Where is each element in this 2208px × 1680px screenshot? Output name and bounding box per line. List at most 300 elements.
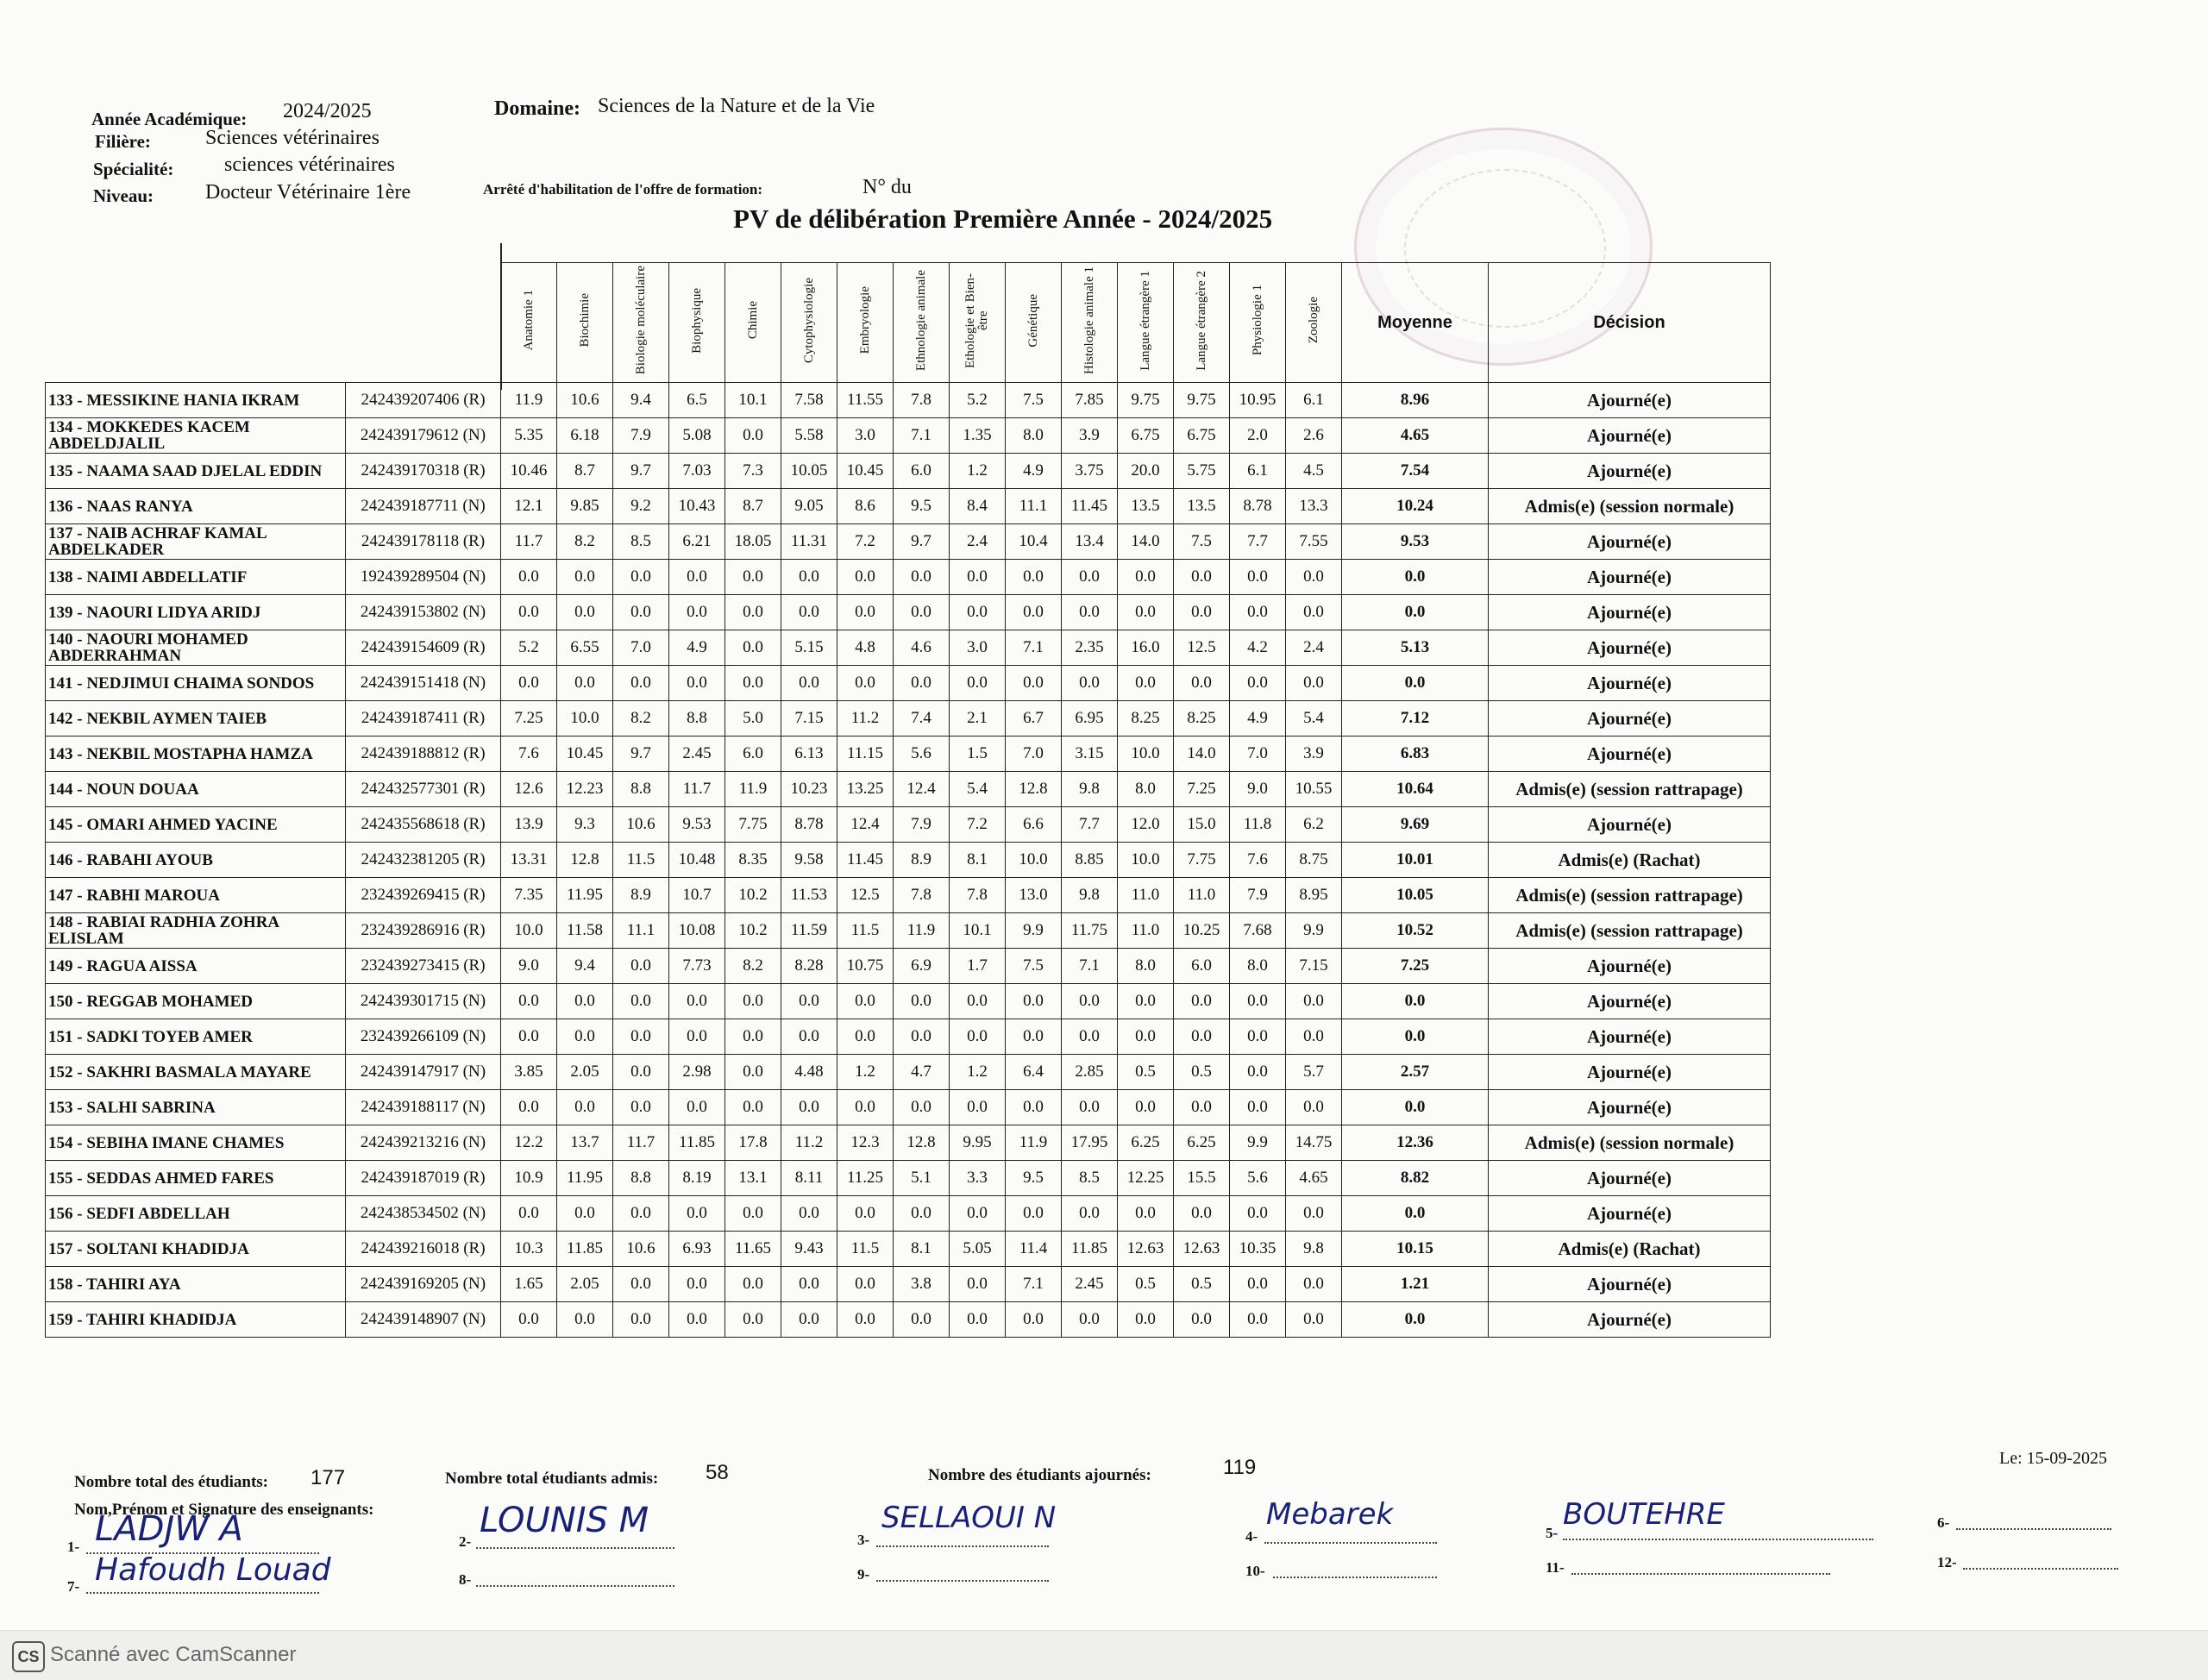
grade-cell: 4.9	[1230, 701, 1286, 737]
grade-cell: 8.75	[1286, 843, 1342, 878]
grade-cell: 11.7	[501, 524, 557, 560]
table-row	[46, 949, 1771, 984]
arrete-label: Arrêté d'habilitation de l'offre de formation:	[483, 181, 763, 197]
grade-cell: 13.5	[1174, 489, 1230, 524]
student-matricule: 242439147917 (N)	[346, 1055, 501, 1090]
grade-cell: 6.5	[669, 383, 725, 418]
grade-cell: 0.0	[1006, 984, 1062, 1019]
subject-header	[1174, 263, 1230, 383]
subject-header-label: Ethnologie animale	[913, 269, 928, 372]
grade-cell: 6.93	[669, 1232, 725, 1267]
grade-cell: 7.85	[1062, 383, 1118, 418]
grade-cell: 5.4	[1286, 701, 1342, 737]
student-name: 138 - NAIMI ABDELLATIF	[46, 560, 346, 595]
grade-cell: 9.0	[501, 949, 557, 984]
sig-slot-12: 12-	[1937, 1554, 1957, 1570]
student-matricule: 242439213216 (N)	[346, 1125, 501, 1161]
student-name: 153 - SALHI SABRINA	[46, 1090, 346, 1125]
student-matricule: 242439216018 (R)	[346, 1232, 501, 1267]
grade-cell: 8.2	[557, 524, 613, 560]
grade-cell: 0.0	[557, 1302, 613, 1338]
grade-cell: 8.9	[613, 878, 669, 913]
grade-cell: 0.0	[1286, 595, 1342, 630]
grade-cell: 0.0	[837, 1090, 894, 1125]
grade-cell: 8.9	[894, 843, 950, 878]
grade-cell: 1.7	[950, 949, 1006, 984]
grade-cell: 0.0	[613, 560, 669, 595]
grade-cell: 15.0	[1174, 807, 1230, 843]
grade-cell: 0.0	[781, 1090, 837, 1125]
sig-line-7[interactable]	[86, 1592, 319, 1594]
grade-cell: 0.0	[613, 1196, 669, 1232]
subject-header	[837, 263, 894, 383]
student-matricule: 192439289504 (N)	[346, 560, 501, 595]
grade-cell: 10.1	[950, 913, 1006, 949]
grade-cell: 1.35	[950, 418, 1006, 454]
student-name: 156 - SEDFI ABDELLAH	[46, 1196, 346, 1232]
admitted-label: Nombre total étudiants admis:	[445, 1470, 659, 1488]
table-row	[46, 630, 1771, 666]
grade-cell: 8.0	[1118, 772, 1174, 807]
grade-cell: 10.3	[501, 1232, 557, 1267]
grade-cell: 0.0	[1174, 1019, 1230, 1055]
grade-cell: 7.68	[1230, 913, 1286, 949]
grade-cell: 7.8	[950, 878, 1006, 913]
grade-cell: 7.9	[894, 807, 950, 843]
grade-cell: 9.95	[950, 1125, 1006, 1161]
grade-cell: 0.0	[1006, 595, 1062, 630]
grade-cell: 12.8	[894, 1125, 950, 1161]
subject-header-label: Physiologie 1	[1250, 285, 1264, 356]
student-name: 150 - REGGAB MOHAMED	[46, 984, 346, 1019]
grade-cell: 7.1	[1006, 630, 1062, 666]
grade-cell: 14.75	[1286, 1125, 1342, 1161]
grade-cell: 7.5	[1006, 383, 1062, 418]
grade-cell: 1.2	[837, 1055, 894, 1090]
grade-cell: 11.45	[837, 843, 894, 878]
grade-cell: 6.9	[894, 949, 950, 984]
grade-cell: 7.7	[1062, 807, 1118, 843]
grade-cell: 0.0	[1062, 984, 1118, 1019]
grade-cell: 11.7	[669, 772, 725, 807]
grade-cell: 0.0	[501, 666, 557, 701]
sig-line-4[interactable]	[1264, 1542, 1437, 1544]
sig-line-10[interactable]	[1273, 1577, 1437, 1578]
grade-cell: 15.5	[1174, 1161, 1230, 1196]
grade-cell: 11.59	[781, 913, 837, 949]
grade-cell: 5.2	[501, 630, 557, 666]
decision-cell: Admis(e) (session rattrapage)	[1489, 913, 1771, 949]
student-name: 152 - SAKHRI BASMALA MAYARE	[46, 1055, 346, 1090]
subject-header-label: Ethologie et Bien-être	[963, 273, 990, 368]
grade-cell: 4.8	[837, 630, 894, 666]
table-row	[46, 666, 1771, 701]
grade-cell: 0.0	[894, 1302, 950, 1338]
average-cell: 9.69	[1342, 807, 1489, 843]
grade-cell: 7.75	[725, 807, 781, 843]
grade-cell: 0.0	[1118, 666, 1174, 701]
grade-cell: 0.0	[1286, 666, 1342, 701]
sig-line-12[interactable]	[1963, 1568, 2118, 1570]
table-row	[46, 772, 1771, 807]
grade-cell: 10.35	[1230, 1232, 1286, 1267]
grade-cell: 10.95	[1230, 383, 1286, 418]
grade-cell: 12.4	[837, 807, 894, 843]
grade-cell: 7.3	[725, 454, 781, 489]
decision-cell: Admis(e) (session rattrapage)	[1489, 772, 1771, 807]
sig-slot-3: 3-	[857, 1532, 870, 1548]
student-matricule: 242432381205 (R)	[346, 843, 501, 878]
grade-cell: 10.4	[1006, 524, 1062, 560]
decision-cell: Ajourné(e)	[1489, 454, 1771, 489]
grade-cell: 11.5	[837, 913, 894, 949]
grade-cell: 13.7	[557, 1125, 613, 1161]
grade-cell: 10.0	[1118, 843, 1174, 878]
subject-header	[1062, 263, 1118, 383]
grade-cell: 4.7	[894, 1055, 950, 1090]
grade-cell: 10.0	[1006, 843, 1062, 878]
grade-cell: 0.0	[1006, 1019, 1062, 1055]
table-row	[46, 843, 1771, 878]
student-name: 139 - NAOURI LIDYA ARIDJ	[46, 595, 346, 630]
grade-cell: 11.95	[557, 878, 613, 913]
total-students-label: Nombre total des étudiants:	[74, 1473, 269, 1491]
decision-cell: Ajourné(e)	[1489, 595, 1771, 630]
table-row	[46, 1232, 1771, 1267]
subject-header	[894, 263, 950, 383]
grade-cell: 3.0	[950, 630, 1006, 666]
specialite-value: sciences vétérinaires	[224, 154, 395, 176]
grade-cell: 0.0	[950, 1302, 1006, 1338]
signature-3: SELLAOUI N	[881, 1501, 1057, 1535]
student-name: 142 - NEKBIL AYMEN TAIEB	[46, 701, 346, 737]
grade-cell: 2.4	[1286, 630, 1342, 666]
grade-cell: 8.5	[613, 524, 669, 560]
grade-cell: 10.05	[781, 454, 837, 489]
grade-cell: 0.0	[613, 1302, 669, 1338]
student-name: 140 - NAOURI MOHAMED ABDERRAHMAN	[46, 630, 346, 666]
grade-cell: 0.0	[1118, 1196, 1174, 1232]
grade-cell: 0.0	[1230, 595, 1286, 630]
grade-cell: 0.0	[501, 984, 557, 1019]
student-matricule: 242439170318 (R)	[346, 454, 501, 489]
grade-cell: 1.2	[950, 1055, 1006, 1090]
average-cell: 4.65	[1342, 418, 1489, 454]
grade-cell: 0.0	[557, 1090, 613, 1125]
student-name: 154 - SEBIHA IMANE CHAMES	[46, 1125, 346, 1161]
grade-cell: 0.0	[1118, 984, 1174, 1019]
table-row	[46, 1019, 1771, 1055]
grade-cell: 0.0	[950, 595, 1006, 630]
grade-cell: 0.0	[613, 595, 669, 630]
student-matricule: 242439151418 (N)	[346, 666, 501, 701]
table-row	[46, 737, 1771, 772]
grade-cell: 0.0	[950, 1196, 1006, 1232]
grade-cell: 9.05	[781, 489, 837, 524]
grade-cell: 11.4	[1006, 1232, 1062, 1267]
grade-cell: 7.9	[1230, 878, 1286, 913]
grade-cell: 11.25	[837, 1161, 894, 1196]
grade-cell: 0.0	[501, 1019, 557, 1055]
grade-cell: 0.0	[1174, 595, 1230, 630]
signature-1: LADJW A	[95, 1509, 243, 1549]
sig-slot-1: 1-	[67, 1539, 80, 1555]
grade-cell: 0.0	[725, 1302, 781, 1338]
student-matricule: 242439179612 (N)	[346, 418, 501, 454]
subject-header	[1006, 263, 1062, 383]
decision-cell: Admis(e) (session normale)	[1489, 1125, 1771, 1161]
student-matricule: 242439178118 (R)	[346, 524, 501, 560]
subject-header	[669, 263, 725, 383]
grade-cell: 10.25	[1174, 913, 1230, 949]
grade-cell: 16.0	[1118, 630, 1174, 666]
grade-cell: 0.0	[1286, 1302, 1342, 1338]
table-row	[46, 807, 1771, 843]
grade-cell: 9.4	[557, 949, 613, 984]
grade-cell: 12.2	[501, 1125, 557, 1161]
grade-cell: 0.0	[1286, 1267, 1342, 1302]
grade-cell: 0.0	[613, 1267, 669, 1302]
grade-cell: 4.65	[1286, 1161, 1342, 1196]
grade-cell: 6.13	[781, 737, 837, 772]
sig-line-8[interactable]	[476, 1585, 674, 1587]
subject-header-label: Biochimie	[577, 293, 592, 348]
grade-cell: 0.0	[1062, 595, 1118, 630]
grade-cell: 0.0	[837, 560, 894, 595]
arrete-value: N° du	[862, 176, 912, 198]
decision-cell: Ajourné(e)	[1489, 560, 1771, 595]
grade-cell: 10.45	[557, 737, 613, 772]
grade-cell: 12.3	[837, 1125, 894, 1161]
grade-cell: 3.9	[1062, 418, 1118, 454]
grade-cell: 0.0	[1006, 1090, 1062, 1125]
grade-cell: 9.9	[1230, 1125, 1286, 1161]
subject-header-label: Biologie moléculaire	[633, 266, 648, 375]
grade-cell: 0.0	[837, 1019, 894, 1055]
grade-cell: 13.0	[1006, 878, 1062, 913]
grade-cell: 5.6	[1230, 1161, 1286, 1196]
grade-cell: 5.0	[725, 701, 781, 737]
grade-cell: 0.0	[1286, 560, 1342, 595]
grade-cell: 0.0	[557, 666, 613, 701]
grade-cell: 5.75	[1174, 454, 1230, 489]
grade-cell: 0.0	[781, 666, 837, 701]
grade-cell: 2.4	[950, 524, 1006, 560]
grade-cell: 5.4	[950, 772, 1006, 807]
student-name: 151 - SADKI TOYEB AMER	[46, 1019, 346, 1055]
student-name: 135 - NAAMA SAAD DJELAL EDDIN	[46, 454, 346, 489]
grade-cell: 2.05	[557, 1267, 613, 1302]
decision-cell: Ajourné(e)	[1489, 383, 1771, 418]
grade-cell: 0.5	[1174, 1055, 1230, 1090]
table-row	[46, 1090, 1771, 1125]
grade-cell: 8.6	[837, 489, 894, 524]
average-cell: 0.0	[1342, 560, 1489, 595]
subject-header-label: Génétique	[1026, 293, 1040, 348]
grade-cell: 0.0	[781, 1196, 837, 1232]
grade-cell: 0.0	[781, 1302, 837, 1338]
grade-cell: 0.0	[725, 1055, 781, 1090]
grade-cell: 11.2	[781, 1125, 837, 1161]
grade-cell: 8.7	[557, 454, 613, 489]
grade-cell: 2.05	[557, 1055, 613, 1090]
sig-slot-2: 2-	[459, 1533, 472, 1550]
sig-line-3[interactable]	[876, 1545, 1049, 1547]
table-row	[46, 560, 1771, 595]
grade-cell: 0.0	[1174, 1196, 1230, 1232]
grade-cell: 0.0	[894, 1019, 950, 1055]
grade-cell: 0.0	[669, 1267, 725, 1302]
subject-header-label: Chimie	[745, 301, 760, 340]
grade-cell: 11.9	[1006, 1125, 1062, 1161]
sig-slot-6: 6-	[1937, 1514, 1950, 1531]
average-cell: 0.0	[1342, 595, 1489, 630]
subject-header-label: Langue étrangère 1	[1138, 270, 1152, 371]
sig-line-2[interactable]	[476, 1547, 674, 1549]
grade-cell: 11.2	[837, 701, 894, 737]
grade-cell: 11.1	[1006, 489, 1062, 524]
grade-cell: 0.0	[1006, 1302, 1062, 1338]
grade-cell: 4.48	[781, 1055, 837, 1090]
student-matricule: 242439169205 (N)	[346, 1267, 501, 1302]
grade-cell: 11.15	[837, 737, 894, 772]
grade-cell: 7.25	[1174, 772, 1230, 807]
grade-cell: 11.7	[613, 1125, 669, 1161]
grade-cell: 7.1	[1062, 949, 1118, 984]
average-cell: 8.96	[1342, 383, 1489, 418]
grade-cell: 0.0	[781, 595, 837, 630]
grade-cell: 9.75	[1118, 383, 1174, 418]
domaine-value: Sciences de la Nature et de la Vie	[598, 95, 875, 117]
grade-cell: 6.6	[1006, 807, 1062, 843]
grade-cell: 0.0	[837, 984, 894, 1019]
decision-cell: Ajourné(e)	[1489, 524, 1771, 560]
student-name: 136 - NAAS RANYA	[46, 489, 346, 524]
grade-cell: 4.9	[669, 630, 725, 666]
grade-cell: 0.0	[1062, 1302, 1118, 1338]
grade-cell: 9.3	[557, 807, 613, 843]
grade-cell: 11.95	[557, 1161, 613, 1196]
student-matricule: 242439187019 (R)	[346, 1161, 501, 1196]
sig-line-11[interactable]	[1571, 1573, 1830, 1575]
niveau-label: Niveau:	[93, 185, 154, 206]
average-cell: 5.13	[1342, 630, 1489, 666]
grade-cell: 0.0	[725, 1019, 781, 1055]
student-name: 147 - RABHI MAROUA	[46, 878, 346, 913]
grade-cell: 0.0	[613, 949, 669, 984]
grade-cell: 0.0	[557, 1019, 613, 1055]
sig-line-5[interactable]	[1563, 1539, 1873, 1540]
decision-cell: Ajourné(e)	[1489, 1196, 1771, 1232]
sig-slot-10: 10-	[1245, 1563, 1265, 1579]
signature-4: Mebarek	[1266, 1497, 1394, 1532]
grade-cell: 0.0	[1230, 1196, 1286, 1232]
grade-cell: 0.0	[669, 1302, 725, 1338]
grade-cell: 0.0	[1286, 1196, 1342, 1232]
table-row	[46, 984, 1771, 1019]
grade-cell: 0.0	[1230, 1090, 1286, 1125]
subject-header-label: Zoologie	[1306, 297, 1320, 344]
grade-cell: 8.78	[781, 807, 837, 843]
grade-cell: 0.0	[894, 560, 950, 595]
grade-cell: 11.9	[894, 913, 950, 949]
average-cell: 0.0	[1342, 1090, 1489, 1125]
grade-cell: 0.0	[894, 984, 950, 1019]
grade-cell: 5.6	[894, 737, 950, 772]
grade-cell: 10.9	[501, 1161, 557, 1196]
table-row	[46, 383, 1771, 418]
signature-7: Hafoudh Louad	[95, 1552, 331, 1588]
grade-cell: 5.7	[1286, 1055, 1342, 1090]
grade-cell: 7.4	[894, 701, 950, 737]
grade-cell: 9.9	[1006, 913, 1062, 949]
table-row	[46, 1161, 1771, 1196]
sig-line-9[interactable]	[876, 1580, 1049, 1582]
grade-cell: 6.2	[1286, 807, 1342, 843]
page-title: PV de délibération Première Année - 2024/2025	[733, 204, 1273, 234]
grade-cell: 10.1	[725, 383, 781, 418]
annee-label: Année Académique:	[91, 109, 248, 129]
grade-cell: 12.25	[1118, 1161, 1174, 1196]
grade-cell: 8.35	[725, 843, 781, 878]
grade-cell: 13.1	[725, 1161, 781, 1196]
grade-cell: 0.0	[725, 630, 781, 666]
grade-cell: 7.75	[1174, 843, 1230, 878]
grade-cell: 11.75	[1062, 913, 1118, 949]
grade-cell: 0.0	[1118, 1302, 1174, 1338]
average-cell: 0.0	[1342, 1302, 1489, 1338]
grade-cell: 12.8	[1006, 772, 1062, 807]
grade-cell: 4.6	[894, 630, 950, 666]
grade-cell: 0.0	[1118, 560, 1174, 595]
subject-header	[1286, 263, 1342, 383]
grade-cell: 6.0	[1174, 949, 1230, 984]
grade-cell: 12.4	[894, 772, 950, 807]
grade-cell: 8.0	[1118, 949, 1174, 984]
grade-cell: 2.6	[1286, 418, 1342, 454]
grade-cell: 6.1	[1286, 383, 1342, 418]
grade-cell: 9.5	[894, 489, 950, 524]
grade-cell: 0.0	[781, 560, 837, 595]
grade-cell: 7.6	[501, 737, 557, 772]
grade-cell: 0.0	[837, 666, 894, 701]
grade-cell: 0.0	[669, 666, 725, 701]
grade-cell: 0.0	[557, 560, 613, 595]
grade-cell: 7.2	[837, 524, 894, 560]
deliberation-table	[45, 262, 1771, 1338]
total-students-value: 177	[310, 1466, 346, 1489]
average-cell: 7.12	[1342, 701, 1489, 737]
average-cell: 12.36	[1342, 1125, 1489, 1161]
grade-cell: 0.0	[613, 1055, 669, 1090]
grade-cell: 0.0	[894, 1090, 950, 1125]
average-cell: 0.0	[1342, 984, 1489, 1019]
grade-cell: 0.0	[837, 1302, 894, 1338]
grade-cell: 12.6	[501, 772, 557, 807]
grade-cell: 9.8	[1286, 1232, 1342, 1267]
decision-cell: Ajourné(e)	[1489, 1161, 1771, 1196]
sig-line-6[interactable]	[1956, 1528, 2111, 1530]
grade-cell: 11.58	[557, 913, 613, 949]
student-name: 146 - RABAHI AYOUB	[46, 843, 346, 878]
grade-cell: 10.0	[557, 701, 613, 737]
grade-cell: 1.2	[950, 454, 1006, 489]
average-cell: 6.83	[1342, 737, 1489, 772]
grade-cell: 5.1	[894, 1161, 950, 1196]
grade-cell: 3.75	[1062, 454, 1118, 489]
grade-cell: 10.55	[1286, 772, 1342, 807]
grade-cell: 13.4	[1062, 524, 1118, 560]
